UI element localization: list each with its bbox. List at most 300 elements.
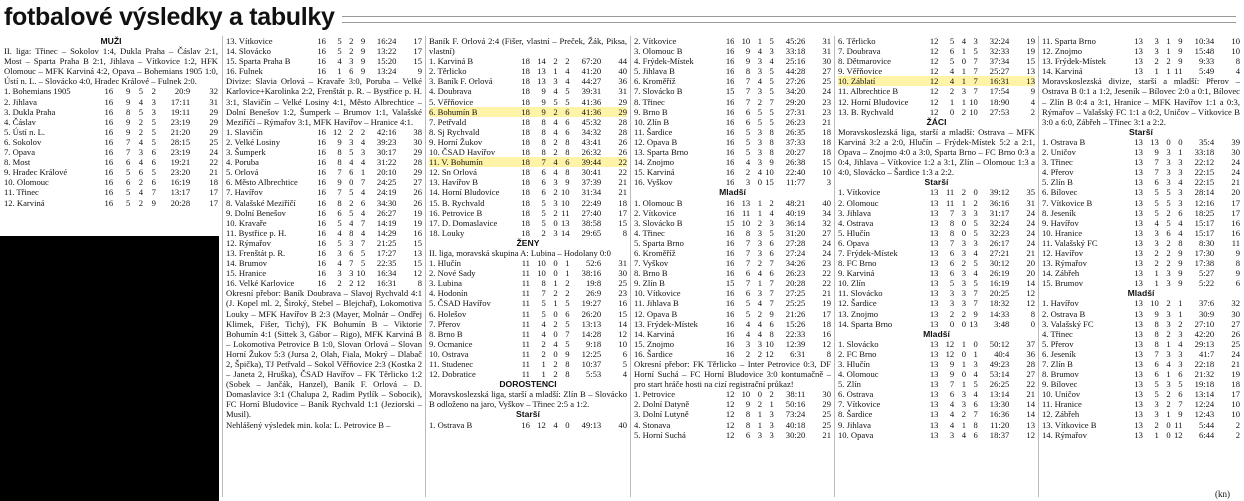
stat-cell: 8 xyxy=(541,136,546,147)
stat-cell: 13 xyxy=(1134,197,1143,208)
stat-cell: 16 xyxy=(725,126,735,137)
stat-cell: 7 xyxy=(973,409,978,420)
stat-cell: 26 xyxy=(618,136,627,147)
stat-cell: 5 xyxy=(541,308,546,319)
stat-cell: 4 xyxy=(1235,66,1240,77)
stat-cell: 12:25 xyxy=(581,348,602,359)
stat-cell: 1 xyxy=(1154,66,1159,77)
stat-cell: 4 xyxy=(973,389,978,400)
stat-cell: 2 xyxy=(961,106,967,117)
team-name-cell: 9. Horní Žukov xyxy=(429,136,483,147)
stat-cell: 16 xyxy=(317,147,326,158)
team-name-cell: 17. D. Domaslavice xyxy=(429,217,498,228)
stat-cell: 27:26 xyxy=(785,76,806,87)
stat-cell: 1 xyxy=(757,207,763,218)
subheading-starsi: Starší xyxy=(516,409,540,420)
stat-cell: 5 xyxy=(745,136,751,147)
team-name-cell: 13. Frýdek-Místek xyxy=(634,318,698,329)
stat-cell: 9 xyxy=(541,86,546,97)
stat-cell: 21 xyxy=(822,116,831,127)
stat-cell: 25:16 xyxy=(785,56,806,67)
table-row xyxy=(429,268,627,278)
stat-cell: 8 xyxy=(1154,318,1159,329)
stat-cell: 24 xyxy=(209,147,218,158)
table-row xyxy=(4,147,218,157)
stat-cell: 37:34 xyxy=(989,56,1010,67)
stat-cell: 12:43 xyxy=(1194,409,1215,420)
table-row xyxy=(838,36,1035,46)
table-row xyxy=(838,238,1035,248)
stat-cell: 2 xyxy=(541,348,546,359)
stat-cell: 0 xyxy=(553,258,558,269)
stat-cell: 12 xyxy=(725,389,735,400)
stat-cell: 12:16 xyxy=(1194,197,1215,208)
stat-cell: 8 xyxy=(622,227,627,238)
stat-cell: 0 xyxy=(757,177,763,188)
stat-cell: 4 xyxy=(949,419,955,430)
stat-cell: 6 xyxy=(151,147,156,158)
stat-cell: 16 xyxy=(725,157,735,168)
stat-cell: 37:39 xyxy=(581,177,602,188)
stat-cell: 2 xyxy=(769,389,774,400)
stat-cell: 38:16 xyxy=(581,268,602,279)
stat-cell: 52:6 xyxy=(585,258,602,269)
table-row xyxy=(226,157,422,167)
table-row xyxy=(1042,147,1240,157)
stat-cell: 1 xyxy=(757,419,763,430)
stat-cell: 31 xyxy=(1026,197,1035,208)
stat-cell: 7 xyxy=(973,288,978,299)
stat-cell: 4 xyxy=(1154,217,1159,228)
stat-cell: 12 xyxy=(929,66,939,77)
stat-cell: 18 xyxy=(1231,379,1240,390)
stat-cell: 6 xyxy=(349,66,354,77)
stat-cell: 16 xyxy=(317,197,326,208)
stat-cell: 2 xyxy=(337,278,342,289)
stat-cell: 13 xyxy=(1134,177,1143,188)
stat-cell: 16 xyxy=(725,237,735,248)
stat-cell: 3 xyxy=(769,409,774,420)
table-row xyxy=(838,319,1035,329)
stat-cell: 9 xyxy=(125,116,131,127)
stat-cell: 16 xyxy=(317,187,326,198)
stat-cell: 1 xyxy=(757,409,763,420)
stat-cell: 6 xyxy=(151,177,156,188)
stat-cell: 17 xyxy=(1231,197,1240,208)
table-row xyxy=(838,198,1035,208)
stat-cell: 8 xyxy=(769,328,774,339)
team-name-cell: 15. Sparta Praha B xyxy=(226,56,291,67)
stat-cell: 12 xyxy=(725,399,735,410)
stat-cell: 16 xyxy=(104,157,114,168)
stat-cell: 2 xyxy=(949,86,955,97)
table-row xyxy=(838,339,1035,349)
stat-cell: 40 xyxy=(822,197,831,208)
stat-cell: 36:14 xyxy=(785,217,806,228)
table-row xyxy=(226,56,422,66)
stat-cell: 41:20 xyxy=(581,66,602,77)
stat-cell: 9 xyxy=(1178,258,1183,269)
stat-cell: 7 xyxy=(1154,167,1159,178)
table-row xyxy=(1042,278,1240,288)
stat-cell: 13 xyxy=(1134,247,1143,258)
stat-cell: 21:20 xyxy=(170,126,191,137)
team-name-cell: 11. Bystřice p. H. xyxy=(226,227,287,238)
stat-cell: 18 xyxy=(521,197,530,208)
stat-cell: 3 xyxy=(1178,328,1183,339)
stat-cell: 3 xyxy=(949,429,955,440)
stat-cell: 7 xyxy=(949,207,955,218)
table-row xyxy=(838,430,1035,440)
table-row xyxy=(429,177,627,187)
stat-cell: 12:24 xyxy=(1194,399,1215,410)
stat-cell: 13 xyxy=(1134,207,1143,218)
stat-cell: 16 xyxy=(725,177,735,188)
table-row xyxy=(1042,137,1240,147)
stat-cell: 15 xyxy=(1026,56,1035,67)
stat-cell: 16 xyxy=(1231,227,1240,238)
stat-cell: 8 xyxy=(541,278,546,289)
table-row xyxy=(634,66,831,76)
table-row xyxy=(4,107,218,117)
stat-cell: 3 xyxy=(1178,187,1183,198)
team-name-cell: 4. Přerov xyxy=(1042,167,1074,178)
stat-cell: 5 xyxy=(553,96,558,107)
stat-cell: 6 xyxy=(769,318,774,329)
stat-cell: 40 xyxy=(618,419,627,430)
stat-cell: 3 xyxy=(961,268,967,279)
stat-cell: 2 xyxy=(949,308,955,319)
stat-cell: 16 xyxy=(317,268,326,279)
stat-cell: 1 xyxy=(757,36,763,46)
stat-cell: 4 xyxy=(757,268,763,279)
stat-cell: 5 xyxy=(949,56,955,67)
stat-cell: 2 xyxy=(349,197,354,208)
table-row xyxy=(838,258,1035,268)
stat-cell: 8 xyxy=(745,227,751,238)
stat-cell: 29 xyxy=(209,116,218,127)
stat-cell: 3 xyxy=(151,96,156,107)
stat-cell: 11 xyxy=(521,328,530,339)
stat-cell: 26 xyxy=(413,197,422,208)
stat-cell: 3 xyxy=(1154,399,1159,410)
stat-cell: 11 xyxy=(521,348,530,359)
stat-cell: 4 xyxy=(1166,359,1171,369)
stat-cell: 13 xyxy=(929,258,939,269)
stat-cell: 21 xyxy=(1026,247,1035,258)
stat-cell: 1 xyxy=(553,278,558,289)
stat-cell: 4 xyxy=(360,207,366,218)
stat-cell: 3 xyxy=(757,86,763,97)
stat-cell: 3 xyxy=(1166,177,1171,188)
stat-cell: 3 xyxy=(1154,227,1159,238)
stat-cell: 37:33 xyxy=(785,136,806,147)
stat-cell: 4 xyxy=(961,429,967,440)
table-row xyxy=(634,339,831,349)
stat-cell: 0 xyxy=(949,318,955,329)
stat-cell: 27:53 xyxy=(989,106,1010,117)
stat-cell: 13 xyxy=(929,308,939,319)
stat-cell: 15 xyxy=(413,237,422,248)
team-name-cell: 2. Velké Losiny xyxy=(226,136,281,147)
team-name-cell: 10. Kravaře xyxy=(226,217,267,228)
stat-cell: 4 xyxy=(541,318,546,329)
stat-cell: 6 xyxy=(541,177,546,188)
stat-cell: 13:14 xyxy=(1194,389,1215,400)
table-row xyxy=(4,86,218,96)
stat-cell: 16 xyxy=(317,237,326,248)
stat-cell: 11 xyxy=(521,369,530,380)
table-row xyxy=(1042,389,1240,399)
column-6 xyxy=(1042,36,1240,486)
stat-cell: 6 xyxy=(949,247,955,258)
stat-cell: 31:17 xyxy=(989,207,1010,218)
stat-cell: 7 xyxy=(337,167,342,178)
table-row xyxy=(4,97,218,107)
table-row xyxy=(429,117,627,127)
stat-cell: 35 xyxy=(1026,187,1035,198)
stat-cell: 23 xyxy=(822,106,831,117)
stat-cell: 1 xyxy=(1154,429,1159,440)
stat-cell: 48:21 xyxy=(785,197,806,208)
table-row xyxy=(838,359,1035,369)
team-name-cell: 8. Brno B xyxy=(634,268,668,279)
liga-results-text: II. liga: Třinec – Sokolov 1:4, Dukla Praha – Čáslav 2:1, Most – Sparta Praha B 2:1, Jihlava – Vítkovice 1:2, HFK Olomouc – MFK Karviná 4:2, Opava – Bohemians 1905 1:0, Ústí n. L. – Slovácko 4:0, Hradec Králové – Fulnek 2:0. xyxy=(4,46,218,87)
stat-cell: 16 xyxy=(725,167,735,178)
stat-cell: 3 xyxy=(961,278,967,289)
stat-cell: 18 xyxy=(521,167,530,178)
stat-cell: 4 xyxy=(553,338,558,349)
stat-cell: 13 xyxy=(413,247,422,258)
stat-cell: 13 xyxy=(1134,217,1143,228)
stat-cell: 4 xyxy=(565,76,570,87)
stat-cell: 16 xyxy=(317,126,326,137)
table-row xyxy=(634,248,831,258)
stat-cell: 1 xyxy=(1178,147,1183,158)
stat-cell: 16 xyxy=(104,116,114,127)
stat-cell: 4 xyxy=(757,328,763,339)
table-row xyxy=(4,187,218,197)
stat-cell: 14:33 xyxy=(989,308,1010,319)
stat-cell: 10 xyxy=(1231,409,1240,420)
team-name-cell: 5. Horní Suchá xyxy=(634,429,686,440)
stat-cell: 14 xyxy=(537,56,546,67)
stat-cell: 2 xyxy=(757,399,763,410)
stat-cell: 1 xyxy=(1166,36,1171,46)
stat-cell: 3 xyxy=(757,288,763,299)
team-name-cell: 12. Horní Bludovice xyxy=(838,96,909,107)
team-name-cell: 6. Opava xyxy=(838,237,870,248)
stat-cell: 44 xyxy=(618,56,627,67)
stat-cell: 11 xyxy=(521,308,530,319)
stat-cell: 5 xyxy=(1166,187,1171,198)
stat-cell: 6 xyxy=(1154,369,1159,380)
stat-cell: 19 xyxy=(1026,46,1035,57)
stat-cell: 13 xyxy=(1134,379,1143,390)
stat-cell: 21 xyxy=(1231,359,1240,369)
stat-cell: 9 xyxy=(1178,247,1183,258)
team-name-cell: 5. Přerov xyxy=(1042,338,1074,349)
team-name-cell: 11. Třinec xyxy=(4,187,39,198)
stat-cell: 9 xyxy=(1154,147,1159,158)
stat-cell: 19:18 xyxy=(1194,379,1215,390)
stat-cell: 16 xyxy=(725,268,735,279)
zaci-mladsi-table-continued xyxy=(1042,36,1240,76)
stat-cell: 3 xyxy=(961,288,967,299)
stat-cell: 37:6 xyxy=(1198,298,1215,309)
stat-cell: 31:34 xyxy=(581,187,602,198)
stat-cell: 29:13 xyxy=(1194,338,1215,349)
team-name-cell: 13. Vítkovice B xyxy=(1042,419,1097,430)
stat-cell: 1 xyxy=(973,348,978,359)
stat-cell: 31 xyxy=(618,258,627,269)
stat-cell: 17:54 xyxy=(989,86,1010,97)
stat-cell: 21 xyxy=(618,177,627,188)
stat-cell: 24 xyxy=(822,247,831,258)
table-row xyxy=(1042,430,1240,440)
table-row xyxy=(226,137,422,147)
stat-cell: 18:32 xyxy=(989,298,1010,309)
stat-cell: 31 xyxy=(618,86,627,97)
stat-cell: 9 xyxy=(417,66,422,77)
stat-cell: 32 xyxy=(822,217,831,228)
table-row xyxy=(838,218,1035,228)
stat-cell: 2 xyxy=(1166,56,1171,67)
table-row xyxy=(838,420,1035,430)
stat-cell: 5 xyxy=(973,258,978,269)
stat-cell: 5 xyxy=(541,197,546,208)
team-name-cell: 2. Vítkovice xyxy=(634,207,677,218)
table-row xyxy=(1042,268,1240,278)
stat-cell: 13 xyxy=(1134,227,1143,238)
table-row xyxy=(634,218,831,228)
stat-cell: 4 xyxy=(973,369,978,380)
stat-cell: 17 xyxy=(413,46,422,57)
stat-cell: 13 xyxy=(1134,278,1143,289)
stat-cell: 9 xyxy=(1178,56,1183,67)
stat-cell: 30 xyxy=(413,136,422,147)
stat-cell: 8 xyxy=(541,126,546,137)
stat-cell: 5 xyxy=(565,338,570,349)
stat-cell: 13 xyxy=(560,217,570,228)
stat-cell: 0 xyxy=(973,187,978,198)
stat-cell: 6 xyxy=(349,247,354,258)
team-name-cell: 2. Nové Sady xyxy=(429,268,476,279)
stat-cell: 3 xyxy=(1166,308,1171,319)
table-row xyxy=(634,107,831,117)
stat-cell: 3 xyxy=(1166,167,1171,178)
stat-cell: 2 xyxy=(553,318,558,329)
team-name-cell: 12. Havířov xyxy=(1042,247,1084,258)
table-row xyxy=(838,228,1035,238)
stat-cell: 2 xyxy=(745,348,751,359)
stat-cell: 22:18 xyxy=(1194,359,1215,369)
team-name-cell: 2. Uničov xyxy=(1042,147,1076,158)
stat-cell: 30:9 xyxy=(1198,308,1215,319)
stat-cell: 8 xyxy=(541,116,546,127)
stat-cell: 13 xyxy=(929,217,939,228)
team-name-cell: 11. Valašský FC xyxy=(1042,237,1098,248)
stat-cell: 8 xyxy=(745,419,751,430)
stat-cell: 1 xyxy=(757,197,763,208)
stat-cell: 0 xyxy=(1166,136,1171,147)
stat-cell: 50:12 xyxy=(989,338,1010,349)
stat-cell: 3 xyxy=(337,268,342,279)
stat-cell: 8 xyxy=(349,227,354,238)
stat-cell: 4 xyxy=(973,268,978,279)
team-name-cell: 16. Vyškov xyxy=(634,177,673,188)
table-row xyxy=(838,46,1035,56)
table-row xyxy=(634,258,831,268)
section-heading-zaci: ŽÁCI xyxy=(926,116,947,127)
stat-cell: 0 xyxy=(1166,429,1171,440)
table-row xyxy=(429,147,627,157)
stat-cell: 9 xyxy=(949,369,955,380)
table-row xyxy=(838,97,1035,107)
stat-cell: 4 xyxy=(138,96,144,107)
stat-cell: 12 xyxy=(923,76,939,86)
stat-cell: 2 xyxy=(565,288,570,299)
stat-cell: 12 xyxy=(945,338,955,349)
stat-cell: 12 xyxy=(822,338,831,349)
table-row xyxy=(429,107,627,117)
stat-cell: 20:25 xyxy=(989,288,1010,299)
stat-cell: 15 xyxy=(765,177,774,188)
stat-cell: 16 xyxy=(725,36,735,46)
stat-cell: 8 xyxy=(949,217,955,228)
stat-cell: 4 xyxy=(337,258,342,269)
stat-cell: 5 xyxy=(151,116,156,127)
stat-cell: 10 xyxy=(765,338,774,349)
stat-cell: 16 xyxy=(317,278,326,289)
stat-cell: 15:17 xyxy=(1194,227,1215,238)
stat-cell: 25 xyxy=(1231,338,1240,349)
stat-cell: 31:20 xyxy=(785,227,806,238)
stat-cell: 5 xyxy=(151,167,156,178)
stat-cell: 18 xyxy=(521,147,530,158)
stat-cell: 22 xyxy=(822,278,831,289)
table-row xyxy=(1042,248,1240,258)
stat-cell: 1 xyxy=(961,66,967,77)
stat-cell: 2 xyxy=(138,116,144,127)
stat-cell: 2 xyxy=(565,56,570,67)
stat-cell: 34:20 xyxy=(785,86,806,97)
stat-cell: 4 xyxy=(938,76,954,86)
team-name-cell: 3. Olomouc B xyxy=(634,46,683,57)
stat-cell: 16 xyxy=(317,56,326,67)
team-name-cell: 14. Rýmařov xyxy=(1042,429,1087,440)
stat-cell: 24 xyxy=(1026,207,1035,218)
table-row xyxy=(226,238,422,248)
table-row xyxy=(226,248,422,258)
okresni-dorost-table-continued xyxy=(838,36,1035,117)
dorostenci-starsi-table-continued xyxy=(634,36,831,187)
stat-cell: 67:20 xyxy=(581,56,602,67)
stat-cell: 19 xyxy=(413,207,422,218)
stat-cell: 2 xyxy=(349,278,354,289)
stat-cell: 16 xyxy=(317,227,326,238)
stat-cell: 23 xyxy=(822,96,831,107)
team-name-cell: 9. Bílovec xyxy=(1042,379,1078,390)
stat-cell: 2 xyxy=(757,308,763,319)
stat-cell: 7 xyxy=(769,288,774,299)
stat-cell: 5 xyxy=(769,36,774,46)
stat-cell: 12 xyxy=(929,96,939,107)
stat-cell: 38:58 xyxy=(581,217,602,228)
table-row xyxy=(1042,177,1240,187)
stat-cell: 23 xyxy=(618,288,627,299)
stat-cell: 12 xyxy=(413,268,422,279)
